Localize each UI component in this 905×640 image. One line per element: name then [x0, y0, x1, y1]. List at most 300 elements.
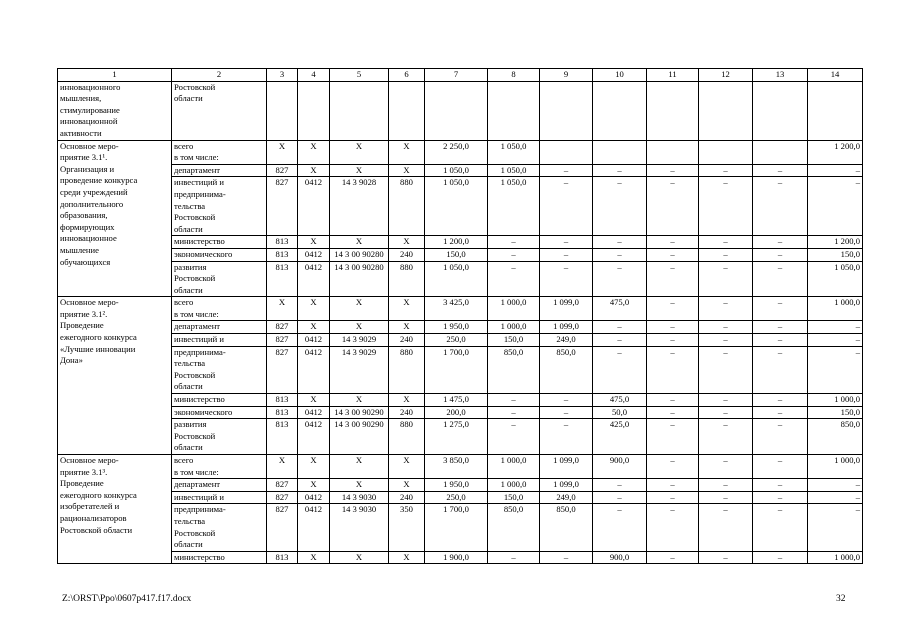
- activity-description-line: рационализаторов: [60, 512, 127, 523]
- executor-line: Ростовской: [174, 273, 216, 284]
- value-cell: 1 000,0: [808, 394, 863, 407]
- value-cell: [267, 81, 298, 140]
- value-cell: 14 3 9028: [330, 177, 389, 236]
- value-cell: X: [298, 321, 330, 334]
- value-cell: [298, 81, 330, 140]
- value-cell: X: [298, 297, 330, 321]
- value-cell: 3 850,0: [425, 455, 488, 479]
- executor-line: области: [174, 442, 203, 453]
- activity-description-line: мышление: [60, 244, 99, 255]
- value-cell: –: [540, 164, 593, 177]
- table-row: [58, 406, 863, 419]
- executor-cell: [172, 248, 267, 261]
- activity-description-line: ежегодного конкурса: [60, 332, 137, 343]
- value-cell: –: [593, 261, 647, 297]
- value-cell: 827: [267, 346, 298, 393]
- value-cell: –: [699, 297, 753, 321]
- value-cell: 1 050,0: [425, 164, 488, 177]
- value-cell: 1 050,0: [425, 177, 488, 236]
- value-cell: –: [593, 177, 647, 236]
- executor-line: департамент: [174, 321, 221, 332]
- value-cell: [389, 81, 425, 140]
- executor-line: тельства: [174, 358, 206, 369]
- executor-cell: [172, 406, 267, 419]
- executor-cell: [172, 261, 267, 297]
- value-cell: 0412: [298, 334, 330, 347]
- value-cell: X: [330, 455, 389, 479]
- value-cell: –: [647, 297, 699, 321]
- executor-cell: [172, 419, 267, 455]
- executor-line: инвестиций и: [174, 491, 224, 502]
- value-cell: –: [699, 479, 753, 492]
- value-cell: –: [753, 394, 808, 407]
- executor-line: Ростовской: [174, 81, 216, 92]
- executor-cell: [172, 140, 267, 164]
- executor-line: инвестиций и: [174, 334, 224, 345]
- value-cell: –: [808, 504, 863, 551]
- value-cell: –: [647, 248, 699, 261]
- executor-line: предпринима-: [174, 188, 226, 199]
- value-cell: –: [699, 248, 753, 261]
- value-cell: 850,0: [488, 504, 540, 551]
- value-cell: –: [753, 455, 808, 479]
- executor-cell: [172, 551, 267, 564]
- value-cell: X: [330, 551, 389, 564]
- activity-description-line: Организация и: [60, 163, 115, 174]
- value-cell: 813: [267, 394, 298, 407]
- value-cell: –: [647, 406, 699, 419]
- value-cell: –: [808, 334, 863, 347]
- value-cell: X: [298, 164, 330, 177]
- column-header: 3: [267, 69, 298, 82]
- column-header: 12: [699, 69, 753, 82]
- value-cell: [540, 140, 593, 164]
- value-cell: 1 000,0: [808, 551, 863, 564]
- executor-cell: [172, 394, 267, 407]
- value-cell: –: [699, 406, 753, 419]
- value-cell: –: [647, 455, 699, 479]
- value-cell: –: [699, 394, 753, 407]
- value-cell: 880: [389, 177, 425, 236]
- value-cell: 150,0: [488, 334, 540, 347]
- value-cell: –: [540, 419, 593, 455]
- value-cell: –: [647, 491, 699, 504]
- value-cell: 1 099,0: [540, 455, 593, 479]
- value-cell: 850,0: [488, 346, 540, 393]
- value-cell: –: [753, 504, 808, 551]
- value-cell: 850,0: [808, 419, 863, 455]
- value-cell: –: [540, 261, 593, 297]
- value-cell: –: [593, 479, 647, 492]
- activity-description-line: приятие 3.1².: [60, 308, 108, 319]
- executor-cell: [172, 236, 267, 249]
- value-cell: 1 050,0: [808, 261, 863, 297]
- value-cell: 1 050,0: [488, 177, 540, 236]
- table-row: [58, 261, 863, 297]
- value-cell: 1 000,0: [808, 297, 863, 321]
- value-cell: 14 3 9029: [330, 334, 389, 347]
- value-cell: 50,0: [593, 406, 647, 419]
- value-cell: 0412: [298, 261, 330, 297]
- table-row: [58, 334, 863, 347]
- value-cell: [699, 81, 753, 140]
- executor-line: области: [174, 223, 203, 234]
- activity-description-line: инновационное: [60, 233, 117, 244]
- table-row: [58, 177, 863, 236]
- value-cell: –: [647, 504, 699, 551]
- value-cell: 240: [389, 334, 425, 347]
- value-cell: 1 000,0: [488, 297, 540, 321]
- activity-description-line: обучающихся: [60, 256, 111, 267]
- budget-table: [57, 68, 863, 564]
- executor-line: инвестиций и: [174, 177, 224, 188]
- value-cell: –: [753, 321, 808, 334]
- value-cell: 827: [267, 164, 298, 177]
- value-cell: 1 050,0: [488, 140, 540, 164]
- value-cell: X: [389, 164, 425, 177]
- executor-line: области: [174, 284, 203, 295]
- value-cell: –: [699, 261, 753, 297]
- value-cell: –: [540, 406, 593, 419]
- value-cell: 150,0: [808, 248, 863, 261]
- value-cell: X: [298, 455, 330, 479]
- value-cell: X: [298, 394, 330, 407]
- activity-description-line: инновационного: [60, 81, 121, 92]
- value-cell: X: [267, 140, 298, 164]
- value-cell: [647, 140, 699, 164]
- value-cell: 813: [267, 419, 298, 455]
- activity-description-line: активности: [60, 127, 102, 138]
- activity-description-line: дополнительного: [60, 198, 124, 209]
- value-cell: 900,0: [593, 551, 647, 564]
- value-cell: 850,0: [540, 346, 593, 393]
- value-cell: –: [753, 164, 808, 177]
- activity-description: [58, 297, 172, 455]
- executor-line: предпринима-: [174, 504, 226, 515]
- value-cell: [425, 81, 488, 140]
- value-cell: X: [298, 551, 330, 564]
- value-cell: –: [753, 346, 808, 393]
- value-cell: [330, 81, 389, 140]
- value-cell: –: [699, 551, 753, 564]
- activity-description-line: образования,: [60, 210, 108, 221]
- value-cell: 14 3 9030: [330, 491, 389, 504]
- value-cell: X: [330, 321, 389, 334]
- value-cell: –: [808, 164, 863, 177]
- value-cell: –: [753, 551, 808, 564]
- page-number: 32: [836, 594, 846, 604]
- value-cell: 827: [267, 334, 298, 347]
- table-row: [58, 321, 863, 334]
- value-cell: 0412: [298, 248, 330, 261]
- value-cell: 1 000,0: [808, 455, 863, 479]
- executor-line: тельства: [174, 515, 206, 526]
- value-cell: –: [808, 346, 863, 393]
- value-cell: X: [298, 140, 330, 164]
- activity-description-line: ежегодного конкурса: [60, 489, 137, 500]
- value-cell: –: [808, 177, 863, 236]
- value-cell: X: [330, 479, 389, 492]
- table-row: [58, 346, 863, 393]
- value-cell: [753, 81, 808, 140]
- value-cell: 250,0: [425, 491, 488, 504]
- table-row: [58, 491, 863, 504]
- value-cell: 249,0: [540, 334, 593, 347]
- value-cell: –: [753, 491, 808, 504]
- value-cell: –: [540, 177, 593, 236]
- value-cell: 1 000,0: [488, 479, 540, 492]
- executor-cell: [172, 504, 267, 551]
- table-row: [58, 455, 863, 479]
- value-cell: 1 050,0: [425, 261, 488, 297]
- value-cell: 240: [389, 491, 425, 504]
- column-header: 5: [330, 69, 389, 82]
- executor-line: всего: [174, 455, 194, 465]
- value-cell: 0412: [298, 406, 330, 419]
- executor-line: Ростовской: [174, 430, 216, 441]
- value-cell: –: [808, 491, 863, 504]
- value-cell: 1 000,0: [488, 321, 540, 334]
- table-row: [58, 394, 863, 407]
- executor-line: в том числе:: [174, 466, 219, 477]
- value-cell: [488, 81, 540, 140]
- executor-cell: [172, 479, 267, 492]
- value-cell: 2 250,0: [425, 140, 488, 164]
- value-cell: 14 3 00 90280: [330, 261, 389, 297]
- value-cell: 1 900,0: [425, 551, 488, 564]
- table-row: [58, 236, 863, 249]
- value-cell: 827: [267, 504, 298, 551]
- value-cell: –: [488, 419, 540, 455]
- value-cell: –: [647, 164, 699, 177]
- activity-description-line: Основное меро-: [60, 455, 119, 465]
- value-cell: –: [753, 479, 808, 492]
- value-cell: 1 050,0: [488, 164, 540, 177]
- value-cell: 1 950,0: [425, 479, 488, 492]
- value-cell: 1 700,0: [425, 346, 488, 393]
- executor-line: департамент: [174, 164, 221, 175]
- value-cell: –: [699, 346, 753, 393]
- executor-line: развития: [174, 261, 207, 272]
- executor-line: всего: [174, 297, 194, 308]
- value-cell: –: [593, 236, 647, 249]
- value-cell: X: [389, 479, 425, 492]
- value-cell: –: [593, 334, 647, 347]
- column-header: 9: [540, 69, 593, 82]
- column-header: 6: [389, 69, 425, 82]
- value-cell: –: [808, 321, 863, 334]
- value-cell: 1 200,0: [425, 236, 488, 249]
- value-cell: X: [267, 455, 298, 479]
- value-cell: –: [540, 551, 593, 564]
- value-cell: 813: [267, 551, 298, 564]
- value-cell: 14 3 9030: [330, 504, 389, 551]
- value-cell: 240: [389, 406, 425, 419]
- executor-line: области: [174, 93, 203, 104]
- executor-line: в том числе:: [174, 308, 219, 319]
- value-cell: X: [389, 140, 425, 164]
- column-header: 8: [488, 69, 540, 82]
- value-cell: –: [753, 419, 808, 455]
- value-cell: 1 275,0: [425, 419, 488, 455]
- value-cell: –: [540, 248, 593, 261]
- value-cell: X: [389, 394, 425, 407]
- column-header: 7: [425, 69, 488, 82]
- table-row: [58, 81, 863, 140]
- executor-line: предпринима-: [174, 346, 226, 357]
- value-cell: –: [593, 346, 647, 393]
- value-cell: 475,0: [593, 297, 647, 321]
- value-cell: 1 099,0: [540, 321, 593, 334]
- executor-line: Ростовской: [174, 527, 216, 538]
- activity-description-line: Проведение: [60, 320, 104, 331]
- activity-description: [58, 81, 172, 140]
- value-cell: –: [488, 248, 540, 261]
- value-cell: –: [647, 236, 699, 249]
- value-cell: 350: [389, 504, 425, 551]
- value-cell: 249,0: [540, 491, 593, 504]
- executor-line: всего: [174, 140, 194, 151]
- value-cell: [808, 81, 863, 140]
- value-cell: X: [389, 551, 425, 564]
- executor-line: области: [174, 381, 203, 392]
- value-cell: X: [330, 140, 389, 164]
- value-cell: –: [488, 406, 540, 419]
- value-cell: –: [699, 164, 753, 177]
- value-cell: X: [330, 394, 389, 407]
- value-cell: 150,0: [488, 491, 540, 504]
- value-cell: [593, 81, 647, 140]
- value-cell: X: [298, 236, 330, 249]
- table-row: [58, 140, 863, 164]
- value-cell: 240: [389, 248, 425, 261]
- value-cell: X: [389, 321, 425, 334]
- value-cell: 880: [389, 346, 425, 393]
- value-cell: –: [753, 177, 808, 236]
- activity-description-line: Основное меро-: [60, 297, 119, 308]
- column-header: 1: [58, 69, 172, 82]
- executor-line: департамент: [174, 479, 221, 490]
- value-cell: –: [488, 394, 540, 407]
- value-cell: –: [699, 455, 753, 479]
- value-cell: X: [330, 297, 389, 321]
- executor-cell: [172, 81, 267, 140]
- value-cell: 813: [267, 248, 298, 261]
- value-cell: 827: [267, 479, 298, 492]
- activity-description-line: инновационной: [60, 116, 118, 127]
- value-cell: [699, 140, 753, 164]
- executor-line: в том числе:: [174, 152, 219, 163]
- value-cell: –: [488, 261, 540, 297]
- value-cell: 1 700,0: [425, 504, 488, 551]
- executor-cell: [172, 491, 267, 504]
- value-cell: 880: [389, 261, 425, 297]
- value-cell: 1 950,0: [425, 321, 488, 334]
- value-cell: –: [647, 177, 699, 236]
- value-cell: –: [488, 551, 540, 564]
- value-cell: –: [753, 297, 808, 321]
- header-row: [58, 69, 863, 82]
- table-row: [58, 297, 863, 321]
- value-cell: X: [267, 297, 298, 321]
- value-cell: –: [699, 236, 753, 249]
- column-header: 11: [647, 69, 699, 82]
- executor-line: министерство: [174, 551, 225, 562]
- activity-description-line: Основное меро-: [60, 140, 119, 151]
- executor-cell: [172, 164, 267, 177]
- value-cell: 14 3 00 90290: [330, 419, 389, 455]
- column-header: 10: [593, 69, 647, 82]
- executor-line: министерство: [174, 394, 225, 405]
- value-cell: –: [647, 479, 699, 492]
- value-cell: –: [699, 321, 753, 334]
- value-cell: 0412: [298, 177, 330, 236]
- executor-line: области: [174, 539, 203, 550]
- value-cell: 3 425,0: [425, 297, 488, 321]
- activity-description-line: приятие 3.1¹.: [60, 152, 108, 163]
- value-cell: –: [593, 321, 647, 334]
- value-cell: –: [699, 491, 753, 504]
- value-cell: 813: [267, 236, 298, 249]
- activity-description-line: проведение конкурса: [60, 175, 138, 186]
- executor-cell: [172, 321, 267, 334]
- value-cell: 827: [267, 177, 298, 236]
- table-row: [58, 419, 863, 455]
- column-header: 2: [172, 69, 267, 82]
- executor-line: экономического: [174, 406, 233, 417]
- executor-cell: [172, 346, 267, 393]
- activity-description-line: мышления,: [60, 93, 102, 104]
- activity-description: [58, 140, 172, 297]
- activity-description-line: Проведение: [60, 478, 104, 489]
- table-row: [58, 479, 863, 492]
- value-cell: –: [699, 334, 753, 347]
- value-cell: –: [593, 491, 647, 504]
- value-cell: 850,0: [540, 504, 593, 551]
- value-cell: –: [753, 261, 808, 297]
- executor-line: Ростовской: [174, 369, 216, 380]
- value-cell: 14 3 00 90290: [330, 406, 389, 419]
- executor-cell: [172, 334, 267, 347]
- value-cell: X: [330, 236, 389, 249]
- value-cell: [593, 140, 647, 164]
- value-cell: –: [699, 504, 753, 551]
- value-cell: [647, 81, 699, 140]
- value-cell: 0412: [298, 504, 330, 551]
- value-cell: 880: [389, 419, 425, 455]
- value-cell: 1 200,0: [808, 236, 863, 249]
- value-cell: –: [540, 236, 593, 249]
- value-cell: –: [699, 177, 753, 236]
- executor-cell: [172, 177, 267, 236]
- activity-description-line: среди учреждений: [60, 186, 128, 197]
- value-cell: 150,0: [808, 406, 863, 419]
- table-row: [58, 248, 863, 261]
- executor-line: Ростовской: [174, 212, 216, 223]
- value-cell: 425,0: [593, 419, 647, 455]
- value-cell: –: [808, 479, 863, 492]
- executor-cell: [172, 455, 267, 479]
- column-header: 13: [753, 69, 808, 82]
- value-cell: –: [647, 261, 699, 297]
- value-cell: 827: [267, 491, 298, 504]
- value-cell: –: [647, 321, 699, 334]
- value-cell: 150,0: [425, 248, 488, 261]
- value-cell: –: [593, 164, 647, 177]
- activity-description: [58, 455, 172, 564]
- activity-description-line: формирующих: [60, 221, 115, 232]
- value-cell: 1 000,0: [488, 455, 540, 479]
